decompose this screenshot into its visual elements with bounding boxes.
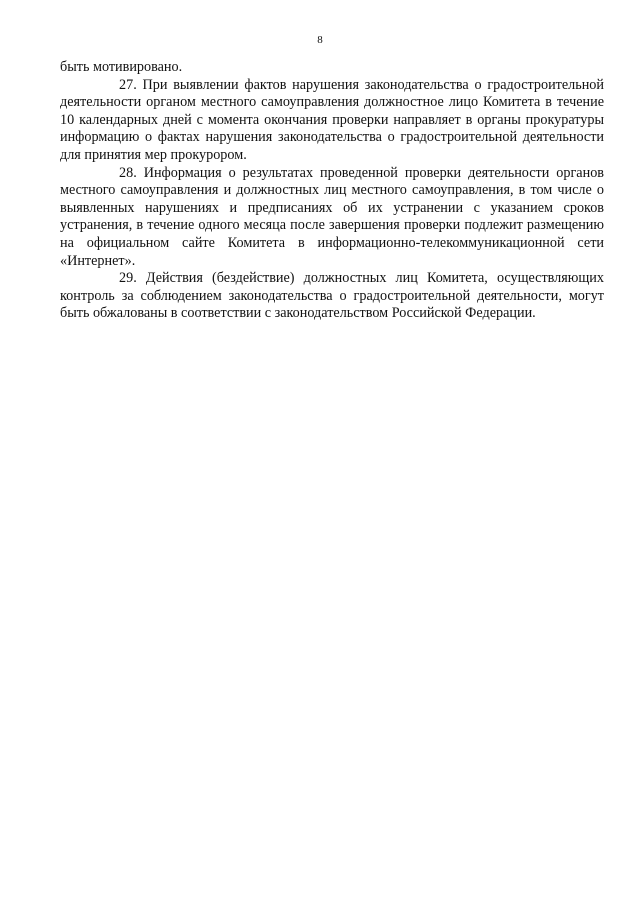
paragraph-29: 29. Действия (бездействие) должностных лиц Комитета, осуществляющих контроль за соблюдением законодательства о градостроительной деятельности, могут быть обжалованы в соответствии с законодательством Российской Федерации.	[60, 270, 604, 322]
paragraph-28: 28. Информация о результатах проведенной проверки деятельности органов местного самоуправления и должностных лиц местного самоуправления, в том числе о выявленных нарушениях и предписаниях об их устранении с указанием сроков устранения, в течение одного месяца после завершения проверки подлежит размещению на официальном сайте Комитета в информационно-телекоммуникационной сети «Интернет».	[60, 164, 604, 269]
paragraph-continuation: быть мотивировано.	[60, 59, 183, 75]
document-body	[60, 59, 604, 323]
paragraph-27: 27. При выявлении фактов нарушения законодательства о градостроительной деятельности органом местного самоуправления должностное лицо Комитета в течение 10 календарных дней с момента окончания проверки направляет в органы прокуратуры информацию о фактах нарушения законодательства о градостроительной деятельности для принятия мер прокурором.	[60, 76, 604, 163]
page-number: 8	[317, 34, 323, 46]
